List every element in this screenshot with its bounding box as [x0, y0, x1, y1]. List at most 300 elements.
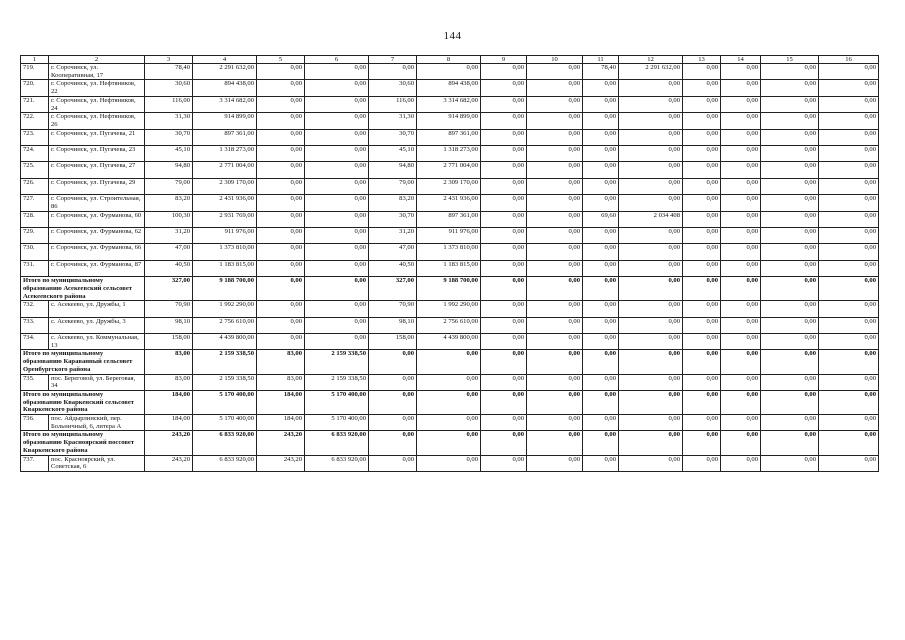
- column-number-16: 16: [819, 56, 879, 64]
- cell-col-15: 0,00: [761, 334, 819, 350]
- cell-col-6: 5 170 400,00: [305, 415, 369, 431]
- cell-col-7: 0,00: [369, 350, 417, 374]
- cell-col-7: 0,00: [369, 374, 417, 390]
- column-number-13: 13: [683, 56, 721, 64]
- cell-col-14: 0,00: [721, 146, 761, 162]
- cell-col-10: 0,00: [527, 227, 583, 243]
- cell-col-8: 0,00: [417, 64, 481, 80]
- cell-col-14: 0,00: [721, 80, 761, 96]
- column-number-10: 10: [527, 56, 583, 64]
- cell-col-4: 5 170 400,00: [193, 390, 257, 414]
- cell-col-16: 0,00: [819, 195, 879, 211]
- cell-col-15: 0,00: [761, 260, 819, 276]
- cell-col-14: 0,00: [721, 415, 761, 431]
- row-number: 719.: [21, 64, 49, 80]
- cell-col-16: 0,00: [819, 96, 879, 112]
- cell-col-11: 0,00: [583, 146, 619, 162]
- cell-col-12: 0,00: [619, 277, 683, 301]
- cell-col-15: 0,00: [761, 96, 819, 112]
- cell-col-9: 0,00: [481, 431, 527, 455]
- cell-col-3: 83,00: [145, 374, 193, 390]
- cell-col-11: 0,00: [583, 334, 619, 350]
- cell-col-11: 0,00: [583, 195, 619, 211]
- cell-col-10: 0,00: [527, 244, 583, 260]
- page-number: 144: [443, 30, 462, 42]
- table-row: [21, 162, 879, 178]
- table-row: [21, 146, 879, 162]
- cell-col-8: 1 992 290,00: [417, 301, 481, 317]
- column-number-4: 4: [193, 56, 257, 64]
- cell-col-6: 0,00: [305, 244, 369, 260]
- cell-col-5: 0,00: [257, 178, 305, 194]
- address-cell: г. Сорочинск, ул. Строительная, 86: [49, 195, 145, 211]
- cell-col-15: 0,00: [761, 178, 819, 194]
- column-number-7: 7: [369, 56, 417, 64]
- cell-col-10: 0,00: [527, 334, 583, 350]
- cell-col-15: 0,00: [761, 227, 819, 243]
- table-row: [21, 113, 879, 129]
- cell-col-7: 31,30: [369, 113, 417, 129]
- cell-col-10: 0,00: [527, 146, 583, 162]
- cell-col-11: 0,00: [583, 162, 619, 178]
- cell-col-8: 897 361,00: [417, 129, 481, 145]
- cell-col-8: 2 756 610,00: [417, 317, 481, 333]
- table-row: [21, 334, 879, 350]
- row-number: 727.: [21, 195, 49, 211]
- cell-col-14: 0,00: [721, 277, 761, 301]
- cell-col-14: 0,00: [721, 96, 761, 112]
- cell-col-15: 0,00: [761, 80, 819, 96]
- cell-col-9: 0,00: [481, 260, 527, 276]
- cell-col-4: 1 373 810,00: [193, 244, 257, 260]
- cell-col-3: 70,90: [145, 301, 193, 317]
- column-number-8: 8: [417, 56, 481, 64]
- subtotal-row: [21, 277, 879, 301]
- cell-col-8: 0,00: [417, 374, 481, 390]
- cell-col-8: 2 771 004,00: [417, 162, 481, 178]
- cell-col-15: 0,00: [761, 146, 819, 162]
- cell-col-3: 327,00: [145, 277, 193, 301]
- cell-col-6: 0,00: [305, 146, 369, 162]
- cell-col-3: 30,60: [145, 80, 193, 96]
- address-cell: г. Сорочинск, ул. Нефтяников, 22: [49, 80, 145, 96]
- cell-col-3: 31,20: [145, 227, 193, 243]
- cell-col-10: 0,00: [527, 113, 583, 129]
- cell-col-9: 0,00: [481, 390, 527, 414]
- cell-col-11: 0,00: [583, 244, 619, 260]
- row-number: 731.: [21, 260, 49, 276]
- cell-col-14: 0,00: [721, 113, 761, 129]
- cell-col-3: 30,70: [145, 129, 193, 145]
- cell-col-9: 0,00: [481, 277, 527, 301]
- cell-col-6: 0,00: [305, 260, 369, 276]
- cell-col-10: 0,00: [527, 301, 583, 317]
- table-row: [21, 96, 879, 112]
- cell-col-10: 0,00: [527, 195, 583, 211]
- cell-col-12: 0,00: [619, 113, 683, 129]
- table-row: [21, 80, 879, 96]
- cell-col-11: 0,00: [583, 129, 619, 145]
- cell-col-16: 0,00: [819, 431, 879, 455]
- column-number-12: 12: [619, 56, 683, 64]
- cell-col-11: 0,00: [583, 178, 619, 194]
- address-cell: г. Сорочинск, ул. Фурманова, 87: [49, 260, 145, 276]
- cell-col-14: 0,00: [721, 317, 761, 333]
- cell-col-7: 70,90: [369, 301, 417, 317]
- cell-col-10: 0,00: [527, 260, 583, 276]
- cell-col-7: 94,80: [369, 162, 417, 178]
- cell-col-13: 0,00: [683, 227, 721, 243]
- cell-col-10: 0,00: [527, 64, 583, 80]
- cell-col-9: 0,00: [481, 350, 527, 374]
- cell-col-13: 0,00: [683, 301, 721, 317]
- cell-col-7: 0,00: [369, 415, 417, 431]
- cell-col-11: 0,00: [583, 301, 619, 317]
- cell-col-11: 0,00: [583, 260, 619, 276]
- cell-col-12: 0,00: [619, 260, 683, 276]
- cell-col-14: 0,00: [721, 390, 761, 414]
- cell-col-9: 0,00: [481, 162, 527, 178]
- cell-col-7: 30,60: [369, 80, 417, 96]
- cell-col-15: 0,00: [761, 455, 819, 471]
- cell-col-16: 0,00: [819, 113, 879, 129]
- cell-col-12: 0,00: [619, 350, 683, 374]
- cell-col-10: 0,00: [527, 455, 583, 471]
- cell-col-14: 0,00: [721, 334, 761, 350]
- cell-col-9: 0,00: [481, 211, 527, 227]
- cell-col-13: 0,00: [683, 260, 721, 276]
- row-number: 723.: [21, 129, 49, 145]
- cell-col-6: 0,00: [305, 64, 369, 80]
- cell-col-3: 47,00: [145, 244, 193, 260]
- cell-col-7: 98,10: [369, 317, 417, 333]
- cell-col-5: 83,00: [257, 374, 305, 390]
- address-cell: г. Сорочинск, ул. Фурманова, 66: [49, 244, 145, 260]
- row-number: 733.: [21, 317, 49, 333]
- table-row: [21, 227, 879, 243]
- cell-col-7: 327,00: [369, 277, 417, 301]
- cell-col-10: 0,00: [527, 390, 583, 414]
- cell-col-10: 0,00: [527, 162, 583, 178]
- cell-col-7: 79,00: [369, 178, 417, 194]
- cell-col-12: 0,00: [619, 227, 683, 243]
- cell-col-16: 0,00: [819, 80, 879, 96]
- cell-col-16: 0,00: [819, 146, 879, 162]
- cell-col-9: 0,00: [481, 374, 527, 390]
- address-cell: пос. Красноярский, ул. Советская, 6: [49, 455, 145, 471]
- column-number-6: 6: [305, 56, 369, 64]
- table-row: [21, 301, 879, 317]
- cell-col-14: 0,00: [721, 211, 761, 227]
- cell-col-6: 5 170 400,00: [305, 390, 369, 414]
- cell-col-8: 0,00: [417, 455, 481, 471]
- cell-col-10: 0,00: [527, 374, 583, 390]
- address-cell: с. Асекеево, ул. Дружбы, 3: [49, 317, 145, 333]
- cell-col-15: 0,00: [761, 211, 819, 227]
- table-row: [21, 195, 879, 211]
- address-cell: пос. Айдырлинский, пер. Больничный, 6, литера А: [49, 415, 145, 431]
- cell-col-9: 0,00: [481, 301, 527, 317]
- cell-col-9: 0,00: [481, 195, 527, 211]
- cell-col-6: 2 159 338,50: [305, 374, 369, 390]
- row-number: 732.: [21, 301, 49, 317]
- cell-col-12: 0,00: [619, 129, 683, 145]
- cell-col-3: 98,10: [145, 317, 193, 333]
- cell-col-13: 0,00: [683, 195, 721, 211]
- cell-col-12: 0,00: [619, 431, 683, 455]
- table-body: [21, 64, 879, 472]
- row-number: 730.: [21, 244, 49, 260]
- cell-col-7: 116,00: [369, 96, 417, 112]
- cell-col-14: 0,00: [721, 64, 761, 80]
- cell-col-5: 0,00: [257, 211, 305, 227]
- cell-col-14: 0,00: [721, 162, 761, 178]
- cell-col-4: 4 439 800,00: [193, 334, 257, 350]
- cell-col-5: 0,00: [257, 260, 305, 276]
- housing-register-table: [20, 55, 879, 472]
- cell-col-12: 2 034 408: [619, 211, 683, 227]
- cell-col-16: 0,00: [819, 64, 879, 80]
- cell-col-13: 0,00: [683, 146, 721, 162]
- cell-col-16: 0,00: [819, 129, 879, 145]
- cell-col-13: 0,00: [683, 431, 721, 455]
- address-cell: г. Сорочинск, ул. Нефтяников, 26: [49, 113, 145, 129]
- table-row: [21, 178, 879, 194]
- cell-col-5: 0,00: [257, 146, 305, 162]
- column-number-9: 9: [481, 56, 527, 64]
- column-number-1: 1: [21, 56, 49, 64]
- table-row: [21, 129, 879, 145]
- cell-col-6: 0,00: [305, 227, 369, 243]
- row-number: 724.: [21, 146, 49, 162]
- cell-col-3: 116,00: [145, 96, 193, 112]
- cell-col-13: 0,00: [683, 80, 721, 96]
- address-cell: г. Сорочинск, ул. Кооперативная, 17: [49, 64, 145, 80]
- cell-col-7: 83,20: [369, 195, 417, 211]
- cell-col-9: 0,00: [481, 146, 527, 162]
- cell-col-3: 158,00: [145, 334, 193, 350]
- cell-col-9: 0,00: [481, 113, 527, 129]
- cell-col-5: 184,00: [257, 415, 305, 431]
- cell-col-7: 31,20: [369, 227, 417, 243]
- column-number-2: 2: [49, 56, 145, 64]
- cell-col-9: 0,00: [481, 64, 527, 80]
- cell-col-14: 0,00: [721, 431, 761, 455]
- cell-col-11: 0,00: [583, 431, 619, 455]
- cell-col-16: 0,00: [819, 277, 879, 301]
- address-cell: г. Сорочинск, ул. Нефтяников, 24: [49, 96, 145, 112]
- cell-col-12: 0,00: [619, 195, 683, 211]
- cell-col-3: 94,80: [145, 162, 193, 178]
- cell-col-4: 6 833 920,00: [193, 455, 257, 471]
- cell-col-8: 914 899,00: [417, 113, 481, 129]
- cell-col-7: 30,70: [369, 211, 417, 227]
- cell-col-3: 79,00: [145, 178, 193, 194]
- cell-col-11: 69,60: [583, 211, 619, 227]
- row-number: 736.: [21, 415, 49, 431]
- table-row: [21, 260, 879, 276]
- subtotal-row: [21, 350, 879, 374]
- subtotal-label: Итого по муниципальному образованию Асекеевский сельсовет Асекеевского района: [21, 277, 145, 301]
- cell-col-5: 0,00: [257, 129, 305, 145]
- cell-col-11: 0,00: [583, 113, 619, 129]
- subtotal-label: Итого по муниципальному образованию Красноярский поссовет Кваркенского района: [21, 431, 145, 455]
- cell-col-10: 0,00: [527, 211, 583, 227]
- cell-col-3: 100,30: [145, 211, 193, 227]
- cell-col-8: 0,00: [417, 390, 481, 414]
- cell-col-16: 0,00: [819, 390, 879, 414]
- cell-col-9: 0,00: [481, 129, 527, 145]
- cell-col-15: 0,00: [761, 113, 819, 129]
- table-row: [21, 244, 879, 260]
- cell-col-11: 0,00: [583, 96, 619, 112]
- cell-col-15: 0,00: [761, 277, 819, 301]
- cell-col-12: 0,00: [619, 178, 683, 194]
- cell-col-12: 0,00: [619, 96, 683, 112]
- cell-col-15: 0,00: [761, 415, 819, 431]
- address-cell: пос. Береговой, ул. Береговая, 34: [49, 374, 145, 390]
- cell-col-3: 40,50: [145, 260, 193, 276]
- subtotal-row: [21, 431, 879, 455]
- row-number: 726.: [21, 178, 49, 194]
- cell-col-16: 0,00: [819, 374, 879, 390]
- column-number-11: 11: [583, 56, 619, 64]
- cell-col-16: 0,00: [819, 244, 879, 260]
- cell-col-6: 0,00: [305, 113, 369, 129]
- cell-col-7: 0,00: [369, 455, 417, 471]
- cell-col-6: 0,00: [305, 129, 369, 145]
- cell-col-12: 0,00: [619, 334, 683, 350]
- cell-col-5: 243,20: [257, 455, 305, 471]
- cell-col-16: 0,00: [819, 415, 879, 431]
- table-row: [21, 317, 879, 333]
- cell-col-15: 0,00: [761, 244, 819, 260]
- cell-col-3: 243,20: [145, 455, 193, 471]
- cell-col-14: 0,00: [721, 374, 761, 390]
- table-row: [21, 64, 879, 80]
- cell-col-14: 0,00: [721, 260, 761, 276]
- cell-col-7: 0,00: [369, 64, 417, 80]
- table-row: [21, 455, 879, 471]
- cell-col-9: 0,00: [481, 317, 527, 333]
- cell-col-4: 2 159 338,50: [193, 350, 257, 374]
- cell-col-11: 0,00: [583, 374, 619, 390]
- cell-col-13: 0,00: [683, 113, 721, 129]
- cell-col-5: 83,00: [257, 350, 305, 374]
- cell-col-16: 0,00: [819, 227, 879, 243]
- cell-col-15: 0,00: [761, 129, 819, 145]
- cell-col-6: 0,00: [305, 277, 369, 301]
- cell-col-8: 1 373 810,00: [417, 244, 481, 260]
- cell-col-11: 0,00: [583, 80, 619, 96]
- cell-col-6: 6 833 920,00: [305, 431, 369, 455]
- cell-col-13: 0,00: [683, 415, 721, 431]
- cell-col-13: 0,00: [683, 244, 721, 260]
- cell-col-13: 0,00: [683, 96, 721, 112]
- cell-col-15: 0,00: [761, 431, 819, 455]
- cell-col-11: 0,00: [583, 390, 619, 414]
- cell-col-3: 45,10: [145, 146, 193, 162]
- cell-col-8: 9 188 700,00: [417, 277, 481, 301]
- cell-col-12: 0,00: [619, 146, 683, 162]
- cell-col-14: 0,00: [721, 244, 761, 260]
- cell-col-5: 0,00: [257, 96, 305, 112]
- cell-col-11: 0,00: [583, 350, 619, 374]
- cell-col-4: 9 188 700,00: [193, 277, 257, 301]
- cell-col-4: 2 931 769,00: [193, 211, 257, 227]
- cell-col-9: 0,00: [481, 455, 527, 471]
- cell-col-13: 0,00: [683, 64, 721, 80]
- cell-col-13: 0,00: [683, 390, 721, 414]
- cell-col-15: 0,00: [761, 301, 819, 317]
- cell-col-6: 0,00: [305, 334, 369, 350]
- address-cell: г. Сорочинск, ул. Пугачева, 29: [49, 178, 145, 194]
- cell-col-6: 0,00: [305, 317, 369, 333]
- address-cell: с. Асекеево, ул. Дружбы, 1: [49, 301, 145, 317]
- cell-col-13: 0,00: [683, 162, 721, 178]
- cell-col-12: 0,00: [619, 374, 683, 390]
- row-number: 737.: [21, 455, 49, 471]
- cell-col-4: 911 976,00: [193, 227, 257, 243]
- column-number-row: [21, 56, 879, 64]
- row-number: 735.: [21, 374, 49, 390]
- address-cell: г. Сорочинск, ул. Пугачева, 21: [49, 129, 145, 145]
- cell-col-11: 78,40: [583, 64, 619, 80]
- cell-col-9: 0,00: [481, 80, 527, 96]
- cell-col-8: 4 439 800,00: [417, 334, 481, 350]
- cell-col-12: 0,00: [619, 415, 683, 431]
- cell-col-11: 0,00: [583, 317, 619, 333]
- cell-col-13: 0,00: [683, 129, 721, 145]
- cell-col-5: 0,00: [257, 64, 305, 80]
- cell-col-6: 0,00: [305, 211, 369, 227]
- table-row: [21, 211, 879, 227]
- cell-col-5: 0,00: [257, 113, 305, 129]
- cell-col-7: 158,00: [369, 334, 417, 350]
- cell-col-16: 0,00: [819, 350, 879, 374]
- cell-col-3: 31,30: [145, 113, 193, 129]
- cell-col-8: 911 976,00: [417, 227, 481, 243]
- cell-col-4: 3 314 682,00: [193, 96, 257, 112]
- cell-col-7: 40,50: [369, 260, 417, 276]
- cell-col-15: 0,00: [761, 374, 819, 390]
- cell-col-6: 2 159 338,50: [305, 350, 369, 374]
- cell-col-9: 0,00: [481, 244, 527, 260]
- address-cell: г. Сорочинск, ул. Фурманова, 60: [49, 211, 145, 227]
- cell-col-8: 3 314 682,00: [417, 96, 481, 112]
- cell-col-5: 0,00: [257, 301, 305, 317]
- cell-col-4: 894 438,00: [193, 80, 257, 96]
- subtotal-row: [21, 390, 879, 414]
- cell-col-8: 2 431 936,00: [417, 195, 481, 211]
- cell-col-15: 0,00: [761, 195, 819, 211]
- row-number: 734.: [21, 334, 49, 350]
- cell-col-9: 0,00: [481, 415, 527, 431]
- cell-col-16: 0,00: [819, 301, 879, 317]
- cell-col-3: 83,20: [145, 195, 193, 211]
- cell-col-8: 1 183 815,00: [417, 260, 481, 276]
- cell-col-11: 0,00: [583, 415, 619, 431]
- row-number: 725.: [21, 162, 49, 178]
- row-number: 728.: [21, 211, 49, 227]
- cell-col-13: 0,00: [683, 374, 721, 390]
- cell-col-4: 2 309 170,00: [193, 178, 257, 194]
- cell-col-4: 1 183 815,00: [193, 260, 257, 276]
- cell-col-6: 0,00: [305, 178, 369, 194]
- row-number: 722.: [21, 113, 49, 129]
- cell-col-6: 0,00: [305, 162, 369, 178]
- cell-col-5: 0,00: [257, 317, 305, 333]
